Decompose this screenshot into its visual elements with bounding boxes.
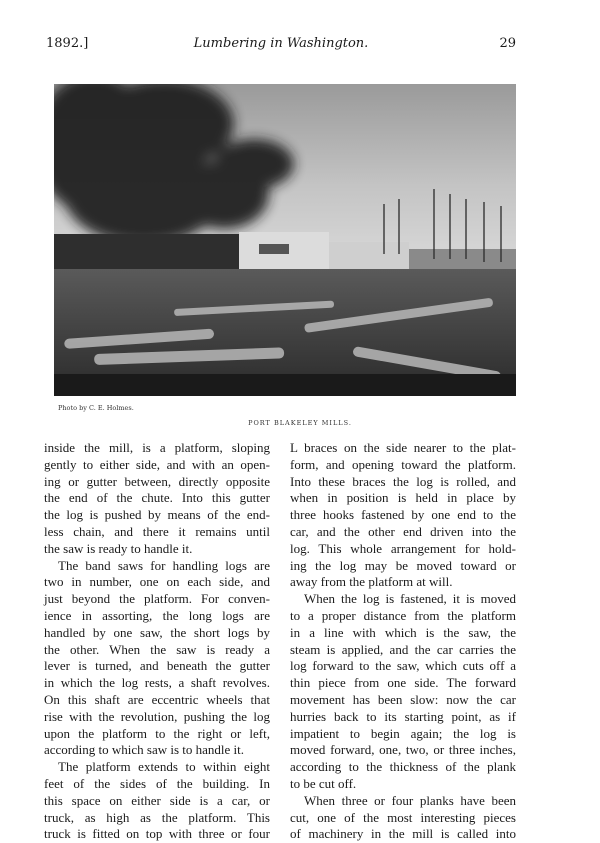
text-line: steam is applied, and the car carries the (290, 641, 516, 657)
text-line: ience in assorting, the long logs are (44, 607, 270, 623)
text-column-right (290, 440, 516, 843)
text-line: handled by one saw, the short logs by (44, 624, 270, 640)
text-line: feet of the sides of the building. In (44, 775, 270, 791)
running-header (46, 36, 516, 56)
text-line: form, and opening toward the platform. (290, 456, 516, 472)
text-line: When the log is fastened, it is moved (304, 591, 516, 607)
text-line: in which the log rests, a shaft revolves. (44, 675, 270, 691)
text-column-left (44, 440, 270, 843)
text-line: according to which saw is to handle it. (44, 742, 245, 758)
text-line: impatient to begin again; the log is (290, 725, 516, 741)
photo-credit: Photo by C. E. Holmes. (58, 404, 134, 412)
text-line: inside the mill, is a platform, sloping (44, 440, 270, 455)
text-line: when in position is held in place by (290, 490, 516, 506)
text-line: away from the platform at will. (290, 574, 453, 590)
text-line: ing the log may be moved toward or (290, 557, 516, 573)
text-line: the saw is ready to handle it. (44, 540, 193, 556)
text-line: The band saws for handling logs are (58, 557, 270, 573)
header-year: 1892.] (46, 36, 89, 51)
text-line: the end of the chute. Into this gutter (44, 490, 270, 506)
text-line: three hooks fastened by one end to the (290, 507, 516, 523)
text-line: to a proper distance from the platform (290, 607, 516, 623)
text-line: this space on either side is a car, or (44, 792, 270, 808)
text-line: When three or four planks have been (304, 792, 516, 808)
text-line: just beyond the platform. For conven- (44, 591, 270, 607)
text-line: the other. When the saw is ready a (44, 641, 270, 657)
text-line: L braces on the side nearer to the plat- (290, 440, 516, 455)
page-number: 29 (499, 36, 516, 51)
text-line: moved forward, one, two, or three inches, (290, 742, 516, 758)
text-line: truck is fitted on top with three or four (44, 826, 270, 842)
text-line: ing or gutter between, directly opposite (44, 473, 270, 489)
mill-photograph (54, 84, 516, 396)
text-line: in a line with which is the saw, the (290, 624, 516, 640)
text-line: On this shaft are eccentric wheels that (44, 691, 270, 707)
text-line: The platform extends to within eight (58, 759, 270, 775)
header-title: Lumbering in Washington. (193, 36, 369, 51)
text-line: hurries back to its starting point, as if (290, 708, 516, 724)
text-line: according to the thickness of the plank (290, 759, 516, 775)
text-line: less chain, and there it remains until (44, 523, 270, 539)
text-line: log. This whole arrangement for hold- (290, 540, 516, 556)
text-line: two in number, one on each side, and (44, 574, 270, 590)
text-line: of machinery in the mill is called into (290, 826, 516, 842)
text-line: log forward to the saw, which cuts off a (290, 658, 516, 674)
text-line: gently to either side, and with an open- (44, 456, 270, 472)
text-line: rise with the revolution, pushing the log (44, 708, 270, 724)
text-line: upon the platform to the right or left, (44, 725, 270, 741)
text-line: truck, as high as the platform. This (44, 809, 270, 825)
text-line: the log is pushed by means of the end- (44, 507, 270, 523)
text-line: car, and the other end driven into the (290, 523, 516, 539)
text-line: thin piece from one side. The forward (290, 675, 516, 691)
text-line: to be cut off. (290, 775, 357, 791)
text-line: cut, one of the most interesting pieces (290, 809, 516, 825)
figure-caption: PORT BLAKELEY MILLS. (248, 419, 352, 427)
text-line: movement has been slow: now the car (290, 691, 516, 707)
text-line: lever is turned, and beneath the gutter (44, 658, 270, 674)
text-line: Into these braces the log is rolled, and (290, 473, 516, 489)
